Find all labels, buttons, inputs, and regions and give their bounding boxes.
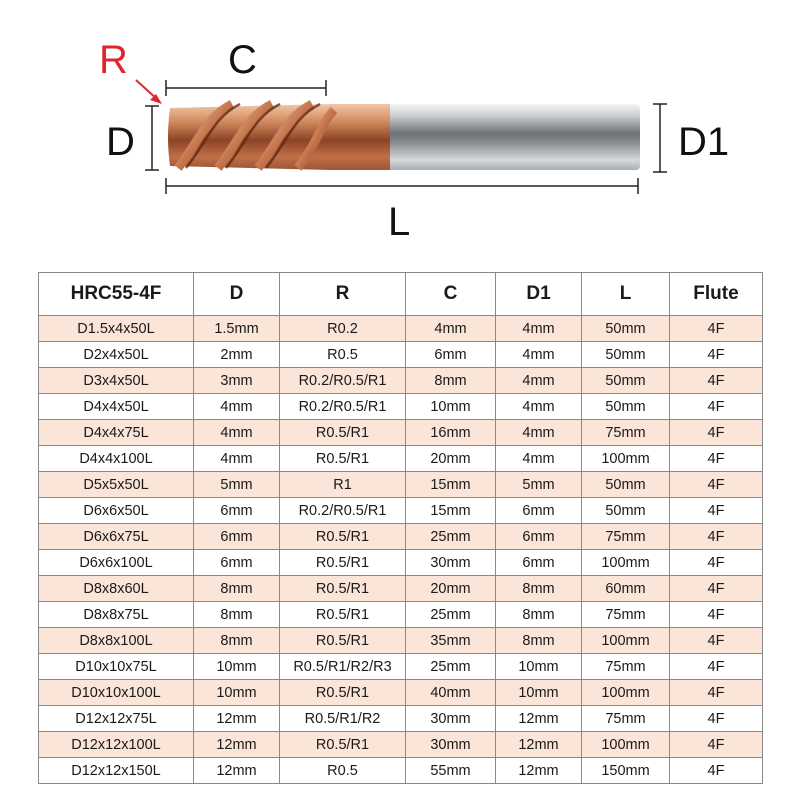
- c-dimension-line: [166, 80, 326, 96]
- column-header: L: [582, 273, 670, 316]
- table-cell: 100mm: [582, 550, 670, 576]
- table-row: [39, 680, 763, 706]
- l-label: L: [388, 200, 411, 244]
- table-cell: 40mm: [406, 680, 496, 706]
- table-cell: 50mm: [582, 472, 670, 498]
- table-cell: 50mm: [582, 498, 670, 524]
- table-cell: 8mm: [496, 576, 582, 602]
- table-cell: 8mm: [194, 628, 280, 654]
- table-cell: 4F: [670, 576, 763, 602]
- table-cell: 50mm: [582, 394, 670, 420]
- table-cell: R0.5/R1: [280, 576, 406, 602]
- table-cell: 12mm: [496, 706, 582, 732]
- table-row: [39, 472, 763, 498]
- table-cell: 8mm: [194, 576, 280, 602]
- table-row: [39, 420, 763, 446]
- table-row: [39, 576, 763, 602]
- table-cell: 6mm: [496, 524, 582, 550]
- table-cell: 10mm: [194, 680, 280, 706]
- column-header: Flute: [670, 273, 763, 316]
- table-cell: 12mm: [194, 706, 280, 732]
- table-cell: D2x4x50L: [39, 342, 194, 368]
- table-cell: 12mm: [194, 758, 280, 784]
- table-cell: 75mm: [582, 654, 670, 680]
- table-cell: 8mm: [406, 368, 496, 394]
- table-cell: 4F: [670, 706, 763, 732]
- d-dimension-line: [145, 106, 159, 170]
- table-cell: 6mm: [406, 342, 496, 368]
- table-cell: 6mm: [496, 498, 582, 524]
- table-cell: R0.2/R0.5/R1: [280, 368, 406, 394]
- table-cell: 10mm: [194, 654, 280, 680]
- l-dimension-line: [166, 178, 638, 194]
- table-cell: 4F: [670, 342, 763, 368]
- table-cell: 4F: [670, 732, 763, 758]
- table-cell: 6mm: [496, 550, 582, 576]
- table-cell: 100mm: [582, 680, 670, 706]
- column-header: HRC55-4F: [39, 273, 194, 316]
- table-cell: 50mm: [582, 316, 670, 342]
- table-cell: 16mm: [406, 420, 496, 446]
- table-cell: 4F: [670, 680, 763, 706]
- table-cell: 4mm: [496, 446, 582, 472]
- table-cell: 4F: [670, 654, 763, 680]
- table-cell: 4F: [670, 446, 763, 472]
- table-cell: D10x10x100L: [39, 680, 194, 706]
- table-cell: 150mm: [582, 758, 670, 784]
- table-cell: 4mm: [194, 420, 280, 446]
- table-cell: D3x4x50L: [39, 368, 194, 394]
- table-cell: 4mm: [194, 394, 280, 420]
- end-mill-diagram: [0, 0, 800, 250]
- table-cell: R1: [280, 472, 406, 498]
- r-arrow: [136, 80, 162, 104]
- table-cell: 8mm: [194, 602, 280, 628]
- table-row: [39, 498, 763, 524]
- table-row: [39, 628, 763, 654]
- table-cell: 8mm: [496, 602, 582, 628]
- table-cell: 4F: [670, 602, 763, 628]
- table-cell: 50mm: [582, 342, 670, 368]
- table-cell: R0.5/R1: [280, 602, 406, 628]
- table-cell: 4mm: [496, 316, 582, 342]
- table-cell: 6mm: [194, 550, 280, 576]
- column-header: C: [406, 273, 496, 316]
- table-cell: 4F: [670, 758, 763, 784]
- table-cell: R0.5/R1: [280, 628, 406, 654]
- table-cell: 5mm: [194, 472, 280, 498]
- table-cell: 4F: [670, 524, 763, 550]
- r-label: R: [99, 38, 128, 82]
- table-cell: 8mm: [496, 628, 582, 654]
- d1-dimension-line: [653, 104, 667, 172]
- table-cell: R0.5/R1: [280, 446, 406, 472]
- table-cell: 25mm: [406, 654, 496, 680]
- table-row: [39, 316, 763, 342]
- table-header-row: [39, 273, 763, 316]
- spec-table: [38, 272, 763, 784]
- table-cell: 30mm: [406, 732, 496, 758]
- table-cell: 6mm: [194, 498, 280, 524]
- table-cell: D6x6x100L: [39, 550, 194, 576]
- table-cell: D8x8x60L: [39, 576, 194, 602]
- table-cell: R0.2/R0.5/R1: [280, 394, 406, 420]
- column-header: D: [194, 273, 280, 316]
- c-label: C: [228, 38, 257, 82]
- table-cell: D6x6x50L: [39, 498, 194, 524]
- table-cell: D4x4x100L: [39, 446, 194, 472]
- table-cell: 30mm: [406, 550, 496, 576]
- table-cell: 20mm: [406, 446, 496, 472]
- table-cell: 75mm: [582, 602, 670, 628]
- table-row: [39, 654, 763, 680]
- table-cell: 100mm: [582, 446, 670, 472]
- table-cell: 55mm: [406, 758, 496, 784]
- table-row: [39, 446, 763, 472]
- table-cell: D12x12x100L: [39, 732, 194, 758]
- table-cell: D12x12x75L: [39, 706, 194, 732]
- table-cell: D4x4x75L: [39, 420, 194, 446]
- table-cell: 4F: [670, 550, 763, 576]
- table-cell: R0.5/R1: [280, 524, 406, 550]
- table-cell: 4F: [670, 498, 763, 524]
- table-cell: 2mm: [194, 342, 280, 368]
- table-cell: 30mm: [406, 706, 496, 732]
- table-cell: 25mm: [406, 602, 496, 628]
- table-cell: D1.5x4x50L: [39, 316, 194, 342]
- table-cell: 10mm: [496, 654, 582, 680]
- table-body: [39, 316, 763, 784]
- table-cell: 4F: [670, 628, 763, 654]
- table-cell: R0.5: [280, 342, 406, 368]
- table-row: [39, 394, 763, 420]
- tool-coated-neck: [330, 104, 390, 170]
- table-cell: D8x8x75L: [39, 602, 194, 628]
- table-cell: R0.5/R1: [280, 420, 406, 446]
- table-cell: 4mm: [496, 420, 582, 446]
- table-cell: D4x4x50L: [39, 394, 194, 420]
- table-cell: 12mm: [194, 732, 280, 758]
- table-cell: 12mm: [496, 732, 582, 758]
- table-cell: 5mm: [496, 472, 582, 498]
- table-cell: D12x12x150L: [39, 758, 194, 784]
- table-cell: 15mm: [406, 472, 496, 498]
- table-cell: 20mm: [406, 576, 496, 602]
- table-cell: R0.5/R1: [280, 550, 406, 576]
- table-cell: R0.5/R1/R2: [280, 706, 406, 732]
- table-row: [39, 524, 763, 550]
- table-cell: D6x6x75L: [39, 524, 194, 550]
- table-cell: 4F: [670, 472, 763, 498]
- table-cell: 35mm: [406, 628, 496, 654]
- table-row: [39, 732, 763, 758]
- table-cell: 75mm: [582, 524, 670, 550]
- table-row: [39, 342, 763, 368]
- table-cell: D5x5x50L: [39, 472, 194, 498]
- table-cell: 50mm: [582, 368, 670, 394]
- table-cell: 4mm: [194, 446, 280, 472]
- table-cell: 10mm: [406, 394, 496, 420]
- table-cell: R0.5/R1: [280, 732, 406, 758]
- table-cell: 4F: [670, 368, 763, 394]
- table-cell: 4mm: [496, 342, 582, 368]
- table-cell: 6mm: [194, 524, 280, 550]
- table-cell: 4F: [670, 394, 763, 420]
- table-cell: 15mm: [406, 498, 496, 524]
- column-header: R: [280, 273, 406, 316]
- table-cell: R0.2/R0.5/R1: [280, 498, 406, 524]
- table-cell: 4F: [670, 316, 763, 342]
- table-cell: 100mm: [582, 732, 670, 758]
- table-cell: R0.2: [280, 316, 406, 342]
- table-cell: 75mm: [582, 420, 670, 446]
- table-cell: R0.5/R1/R2/R3: [280, 654, 406, 680]
- table-cell: 3mm: [194, 368, 280, 394]
- table-cell: 4F: [670, 420, 763, 446]
- table-cell: 1.5mm: [194, 316, 280, 342]
- table-row: [39, 706, 763, 732]
- table-cell: D8x8x100L: [39, 628, 194, 654]
- tool-shank: [385, 104, 640, 170]
- d1-label: D1: [678, 120, 730, 164]
- table-row: [39, 550, 763, 576]
- table-cell: 60mm: [582, 576, 670, 602]
- table-row: [39, 368, 763, 394]
- table-cell: D10x10x75L: [39, 654, 194, 680]
- table-cell: 100mm: [582, 628, 670, 654]
- table-cell: 25mm: [406, 524, 496, 550]
- table-cell: 10mm: [496, 680, 582, 706]
- table-cell: R0.5/R1: [280, 680, 406, 706]
- table-cell: 4mm: [496, 394, 582, 420]
- table-cell: 4mm: [496, 368, 582, 394]
- d-label: D: [106, 120, 135, 164]
- table-cell: 4mm: [406, 316, 496, 342]
- table-cell: 12mm: [496, 758, 582, 784]
- table-row: [39, 602, 763, 628]
- table-row: [39, 758, 763, 784]
- table-cell: 75mm: [582, 706, 670, 732]
- table-cell: R0.5: [280, 758, 406, 784]
- column-header: D1: [496, 273, 582, 316]
